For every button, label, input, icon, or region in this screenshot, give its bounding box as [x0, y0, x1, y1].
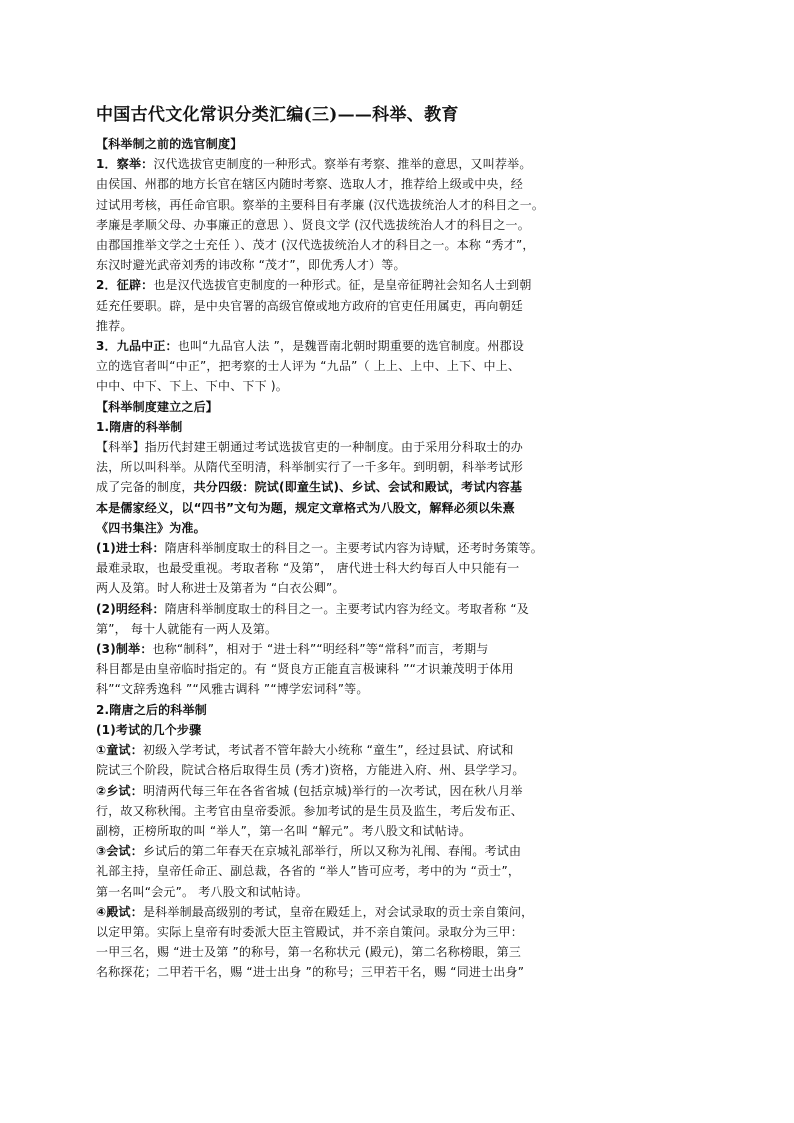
- bold-text: 《四书集注》为准。: [96, 520, 206, 535]
- bold-text: ③会试：: [96, 844, 143, 859]
- body-text: 乡试后的第二年春天在京城礼部举行，所以又称为礼闱、春闱。考试由: [142, 844, 522, 859]
- body-text: 隋唐科举制度取士的科目之一。主要考试内容为经文。考取者称 “及: [164, 601, 529, 616]
- text-line: [96, 679, 576, 699]
- text-line: [96, 498, 576, 518]
- text-line: [96, 275, 576, 295]
- bold-text: 2．征辟：: [96, 278, 154, 293]
- text-line: [96, 336, 576, 356]
- text-line: [96, 417, 576, 437]
- body-text: 由郡国推举文学之士充任 ）、茂才 (汉代选拔统治人才的科目之一。本称 “秀才”，: [96, 238, 535, 253]
- text-line: [96, 659, 576, 679]
- document-page: [96, 104, 576, 983]
- body-text: 科”“文辞秀逸科 ”“风雅古调科 ”“博学宏词科”等。: [96, 682, 369, 697]
- text-line: [96, 437, 576, 457]
- page-title: 中国古代文化常识分类汇编(三)——科举、教育: [96, 105, 459, 125]
- bold-text: ④殿试：: [96, 904, 143, 919]
- body-text: 礼部主持，皇帝任命正、副总裁，各省的 “举人”皆可应考，考中的为 “贡士”，: [96, 864, 521, 879]
- text-line: [96, 215, 576, 235]
- body-text: 隋唐科举制度取士的科目之一。主要考试内容为诗赋，还考时务策等。: [164, 541, 543, 556]
- body-text: 立的选官者叫“中正”，把考察的士人评为 “九品”（ 上上、上中、上下、中上、: [96, 359, 521, 374]
- body-text: 院试三个阶段，院试合格后取得生员 (秀才)资格，方能进入府、州、县学学习。: [96, 763, 525, 778]
- text-line: [96, 235, 576, 255]
- bold-text: (1)考试的几个步骤: [96, 722, 202, 737]
- text-line: [96, 558, 576, 578]
- body-text: 一甲三名，赐 “进士及第 ”的称号，第一名称状元 (殿元)，第二名称榜眼，第三: [96, 945, 522, 960]
- bold-text: 【科举制之前的选官制度】: [96, 137, 243, 151]
- text-line: [96, 174, 576, 194]
- bold-text: 1．察举：: [96, 157, 154, 172]
- body-text: 孝廉是孝顺父母、办事廉正的意思 ）、贤良文学 (汉代选拔统治人才的科目之一。: [96, 217, 530, 232]
- text-line: [96, 619, 576, 639]
- text-line: [96, 942, 576, 962]
- bold-text: (3)制举：: [96, 642, 153, 657]
- bold-text: (2)明经科：: [96, 601, 165, 616]
- body-text: 科目都是由皇帝临时指定的。有 “贤良方正能直言极谏科 ”“才识兼茂明于体用: [96, 662, 514, 677]
- body-text: 东汉时避光武帝刘秀的讳改称 “茂才”，即优秀人才）等。: [96, 258, 406, 273]
- text-line: [96, 578, 576, 598]
- text-line: [96, 255, 576, 275]
- text-line: [96, 457, 576, 477]
- text-line: [96, 195, 576, 215]
- text-line: [96, 720, 576, 740]
- text-line: [96, 902, 576, 922]
- body-text: 由侯国、州郡的地方长官在辖区内随时考察、选取人才，推荐给上级或中央，经: [96, 177, 524, 192]
- body-text: 【科举】指历代封建王朝通过考试选拔官吏的一种制度。由于采用分科取士的办: [96, 440, 524, 455]
- bold-text: 本是儒家经义，以“四书”文句为题，规定文章格式为八股文，解释必须以朱熹: [96, 500, 515, 515]
- body-text: 两人及第。时人称进士及第者为 “白衣公卿”。: [96, 581, 345, 596]
- text-line: [96, 781, 576, 801]
- body-text: 也称“制科”，相对于 “进士科”“明经科”等“常科”而言，考期与: [152, 642, 489, 657]
- text-line: [96, 376, 576, 396]
- text-line: [96, 740, 576, 760]
- text-line: [96, 700, 576, 720]
- body-text: 初级入学考试，考试者不管年龄大小统称 “童生”，经过县试、府试和: [142, 743, 514, 758]
- text-line: [96, 538, 576, 558]
- body-text: 成了完备的制度，: [96, 480, 194, 495]
- body-text: 行，故又称秋闱。主考官由皇帝委派。参加考试的是生员及监生，考后发布正、: [96, 803, 524, 818]
- text-line: [96, 841, 576, 861]
- text-line: [96, 134, 576, 154]
- text-line: [96, 316, 576, 336]
- body-text: 推荐。: [96, 318, 133, 333]
- bold-text: 3．九品中正：: [96, 339, 178, 354]
- bold-text: 【科举制度建立之后】: [96, 399, 219, 414]
- text-line: [96, 599, 576, 619]
- text-line: [96, 477, 576, 497]
- body-text: 过试用考核，再任命官职。察举的主要科目有孝廉 (汉代选拔统治人才的科目之一。: [96, 197, 545, 212]
- text-line: [96, 861, 576, 881]
- text-line: [96, 760, 576, 780]
- bold-text: (1)进士科：: [96, 541, 165, 556]
- text-line: [96, 296, 576, 316]
- body-text: 第一名叫“会元”。 考八股文和试帖诗。: [96, 884, 309, 899]
- text-line: [96, 154, 576, 174]
- bold-text: 2.隋唐之后的科举制: [96, 702, 207, 717]
- body-text: 也叫“九品官人法 ”，是魏晋南北朝时期重要的选官制度。州郡设: [177, 339, 525, 354]
- bold-text: ①童试：: [96, 743, 143, 758]
- text-line: [96, 518, 576, 538]
- body-text: 汉代选拔官吏制度的一种形式。察举有考察、推举的意思，又叫荐举。: [153, 157, 532, 172]
- body-text: 也是汉代选拔官吏制度的一种形式。征，是皇帝征聘社会知名人士到朝: [153, 278, 532, 293]
- body-text: 副榜，正榜所取的叫 “举人”，第一名叫 “解元”。考八股文和试帖诗。: [96, 823, 472, 838]
- body-text: 明清两代每三年在各省省城 (包括京城)举行的一次考试，因在秋八月举: [142, 783, 523, 798]
- text-line: [96, 397, 576, 417]
- text-line: [96, 962, 576, 982]
- body-text: 中中、中下、下上、下中、下下 )。: [96, 379, 288, 394]
- body-text: 廷充任要职。辟，是中央官署的高级官僚或地方政府的官吏任用属吏，再向朝廷: [96, 298, 524, 313]
- text-line: [96, 922, 576, 942]
- bold-text: 共分四级：院试(即童生试)、乡试、会试和殿试，考试内容基: [193, 480, 523, 495]
- body-text: 是科举制最高级别的考试，皇帝在殿廷上，对会试录取的贡士亲自策问，: [142, 904, 534, 919]
- text-line: [96, 639, 576, 659]
- text-line: [96, 356, 576, 376]
- bold-text: ②乡试：: [96, 783, 143, 798]
- bold-text: 1.隋唐的科举制: [96, 419, 183, 434]
- text-line: [96, 882, 576, 902]
- body-text: 名称探花；二甲若干名，赐 “进士出身 ”的称号；三甲若干名，赐 “同进士出身”: [96, 965, 525, 980]
- body-text: 以定甲第。实际上皇帝有时委派大臣主管殿试，并不亲自策问。录取分为三甲：: [96, 924, 524, 939]
- body-text: 第”， 每十人就能有一两人及第。: [96, 621, 278, 636]
- document-body: [96, 134, 576, 983]
- text-line: [96, 821, 576, 841]
- body-text: 最难录取，也最受重视。考取者称 “及第”， 唐代进士科大约每百人中只能有一: [96, 561, 520, 576]
- text-line: [96, 801, 576, 821]
- body-text: 法，所以叫科举。从隋代至明清，科举制实行了一千多年。到明朝，科举考试形: [96, 460, 524, 475]
